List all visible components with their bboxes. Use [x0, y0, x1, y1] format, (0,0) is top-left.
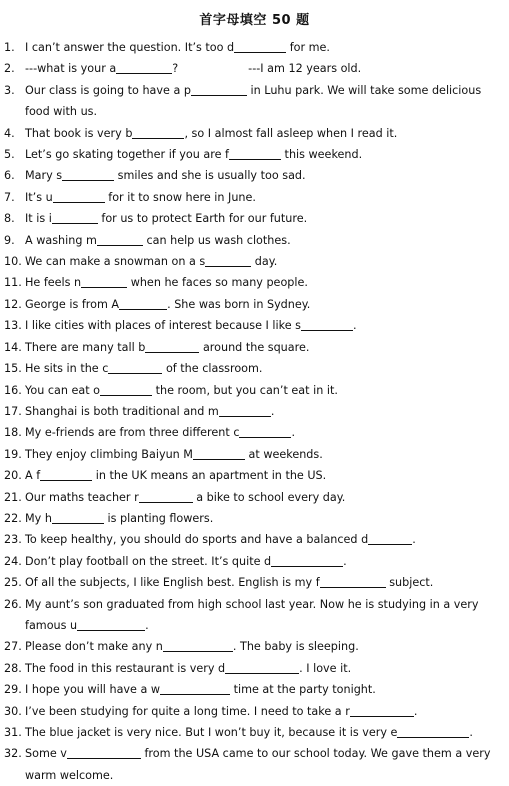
question-item [0, 487, 509, 508]
answer-blank[interactable] [145, 339, 199, 353]
question-text: He feels n [25, 276, 82, 290]
question-number: 3. [4, 83, 15, 97]
question-text: . [469, 726, 473, 739]
question-text: . [352, 319, 357, 333]
question-item [0, 551, 509, 572]
question-item [0, 165, 509, 186]
answer-blank[interactable] [163, 638, 233, 652]
question-text: . The baby is sleeping. [232, 640, 359, 654]
question-text: Mary s [25, 169, 63, 183]
question-text: a bike to school every day. [192, 490, 346, 504]
question-text: around the square. [199, 340, 310, 354]
answer-blank[interactable] [139, 489, 193, 503]
question-text: The blue jacket is very nice. But I won’t buy it, because it is very e [25, 726, 398, 739]
question-text: That book is very b [25, 126, 133, 140]
question-item [0, 701, 509, 722]
answer-blank[interactable] [271, 553, 343, 567]
question-item [0, 658, 509, 679]
question-number: 8. [4, 212, 15, 226]
question-number: 30. [4, 704, 22, 718]
question-item [0, 465, 509, 486]
question-text: You can eat o [25, 383, 101, 397]
question-number: 24. [4, 554, 22, 568]
question-text: , so I almost fall asleep when I read it. [184, 126, 398, 140]
question-number: 29. [4, 683, 22, 697]
question-text: in the UK means an apartment in the US. [92, 469, 327, 483]
question-text: ---I am 12 years old. [248, 62, 362, 76]
question-text: day. [251, 255, 278, 269]
question-text: Our maths teacher r [25, 490, 139, 504]
question-item [0, 272, 509, 293]
question-number: 17. [4, 404, 22, 418]
question-text: . She was born in Sydney. [167, 297, 311, 311]
answer-blank[interactable] [368, 531, 412, 545]
question-item [0, 315, 509, 336]
question-number: 1. [4, 41, 15, 54]
question-item [0, 80, 509, 123]
question-text: for us to protect Earth for our future. [97, 212, 308, 226]
question-number: 25. [4, 576, 22, 590]
question-text: To keep healthy, you should do sports and have a balanced d [25, 533, 369, 547]
answer-blank[interactable] [320, 574, 386, 588]
answer-blank[interactable] [62, 167, 114, 181]
answer-blank[interactable] [108, 360, 162, 374]
question-number: 11. [4, 276, 22, 290]
answer-blank[interactable] [160, 681, 230, 695]
question-text: of the classroom. [162, 362, 263, 376]
question-item [0, 401, 509, 422]
question-text: My h [25, 511, 52, 525]
question-number: 21. [4, 490, 22, 504]
question-item [0, 58, 509, 79]
question-list [0, 37, 509, 786]
answer-blank[interactable] [191, 82, 247, 96]
question-text: at weekends. [244, 447, 323, 461]
answer-blank[interactable] [81, 274, 127, 288]
answer-blank[interactable] [53, 189, 105, 203]
answer-blank[interactable] [350, 703, 414, 717]
question-item [0, 294, 509, 315]
answer-blank[interactable] [225, 660, 299, 674]
question-text: subject. [385, 576, 434, 590]
question-text: We can make a snowman on a s [25, 255, 206, 269]
question-text: Shanghai is both traditional and m [25, 404, 219, 418]
question-item [0, 208, 509, 229]
question-item [0, 337, 509, 358]
answer-blank[interactable] [301, 317, 353, 331]
question-text: Of all the subjects, I like English best. English is my f [25, 576, 320, 590]
answer-blank[interactable] [119, 296, 167, 310]
question-text: smiles and she is usually too sad. [114, 169, 306, 183]
question-text: for it to snow here in June. [104, 190, 256, 204]
question-text: . [343, 554, 347, 568]
question-text: . [291, 426, 296, 440]
answer-blank[interactable] [193, 446, 245, 460]
page-title: 首字母填空 50 题 [199, 13, 310, 28]
question-item [0, 529, 509, 550]
question-text: is planting flowers. [103, 511, 214, 525]
question-item [0, 444, 509, 465]
question-item [0, 358, 509, 379]
question-number: 20. [4, 469, 22, 483]
question-number: 22. [4, 511, 22, 525]
question-item [0, 123, 509, 144]
question-text: when he faces so many people. [127, 276, 308, 290]
question-number: 23. [4, 533, 22, 547]
question-text: . [412, 533, 416, 547]
question-text: . [270, 404, 275, 418]
answer-blank[interactable] [132, 125, 184, 139]
question-text: time at the party tonight. [230, 683, 376, 697]
question-number: 13. [4, 319, 22, 333]
question-number: 31. [4, 726, 22, 739]
question-number: 27. [4, 640, 22, 654]
question-number: 2. [4, 62, 15, 76]
question-text: I’ve been studying for quite a long time. I need to take a r [25, 704, 350, 718]
question-text: can help us wash clothes. [142, 233, 291, 247]
answer-blank[interactable] [100, 382, 152, 396]
question-text: . [145, 618, 149, 632]
question-text: He sits in the c [25, 362, 109, 376]
question-item [0, 743, 509, 786]
question-item [0, 187, 509, 208]
answer-blank[interactable] [52, 510, 104, 524]
question-number: 16. [4, 383, 22, 397]
question-number: 10. [4, 255, 22, 269]
question-item [0, 144, 509, 165]
question-text: A washing m [25, 233, 97, 247]
question-number: 14. [4, 340, 22, 354]
question-number: 7. [4, 190, 15, 204]
answer-blank[interactable] [397, 724, 469, 738]
question-number: 28. [4, 661, 22, 675]
question-text: for me. [286, 41, 330, 54]
question-text: I hope you will have a w [25, 683, 161, 697]
question-number: 32. [4, 747, 22, 761]
answer-blank[interactable] [205, 253, 251, 267]
question-number: 9. [4, 233, 15, 247]
question-item [0, 422, 509, 443]
question-item [0, 508, 509, 529]
question-number: 18. [4, 426, 22, 440]
question-item [0, 37, 509, 58]
question-item [0, 722, 509, 743]
answer-blank[interactable] [219, 403, 271, 417]
question-number: 4. [4, 126, 15, 140]
question-text: from the USA came to our school today. We gave them a very warm welcome. [25, 747, 491, 782]
question-text: . I love it. [299, 661, 352, 675]
question-text: It is i [25, 212, 52, 226]
answer-blank[interactable] [52, 210, 98, 224]
question-text: . [413, 704, 418, 718]
answer-blank[interactable] [229, 146, 281, 160]
question-number: 26. [4, 597, 22, 611]
answer-blank[interactable] [116, 60, 172, 74]
answer-blank[interactable] [234, 39, 286, 53]
question-item [0, 380, 509, 401]
question-item [0, 572, 509, 593]
question-text: It’s u [25, 190, 53, 204]
question-number: 19. [4, 447, 22, 461]
question-item [0, 679, 509, 700]
question-number: 5. [4, 148, 15, 162]
question-text: My e-friends are from three different c [25, 426, 240, 440]
question-text: in Luhu park. We will take some delicious food with us. [25, 83, 482, 119]
question-text: I can’t answer the question. It’s too d [25, 41, 235, 54]
question-text: The food in this restaurant is very d [25, 661, 226, 675]
answer-blank[interactable] [40, 467, 92, 481]
question-text: the room, but you can’t eat in it. [152, 383, 338, 397]
question-item [0, 230, 509, 251]
question-text: ? [172, 62, 179, 76]
question-text: George is from A [25, 297, 120, 311]
question-text: A f [25, 469, 41, 483]
answer-blank[interactable] [77, 617, 145, 631]
question-text: ---what is your a [25, 62, 117, 76]
question-text: Our class is going to have a p [25, 83, 191, 97]
answer-blank[interactable] [97, 232, 143, 246]
question-text: I like cities with places of interest because I like s [25, 319, 301, 333]
question-text: this weekend. [281, 148, 363, 162]
question-text: Some v [25, 747, 67, 761]
question-number: 12. [4, 297, 22, 311]
question-item [0, 636, 509, 657]
question-text: There are many tall b [25, 340, 146, 354]
question-text: My aunt’s son graduated from high school last year. Now he is studying in a very famous u [25, 597, 479, 632]
question-text: They enjoy climbing Baiyun M [25, 447, 193, 461]
question-item [0, 251, 509, 272]
answer-blank[interactable] [67, 745, 141, 759]
question-number: 6. [4, 169, 15, 183]
question-text: Let’s go skating together if you are f [25, 148, 229, 162]
question-item [0, 594, 509, 637]
question-number: 15. [4, 362, 22, 376]
answer-blank[interactable] [239, 424, 291, 438]
question-text: Please don’t make any n [25, 640, 163, 654]
question-text: Don’t play football on the street. It’s quite d [25, 554, 272, 568]
